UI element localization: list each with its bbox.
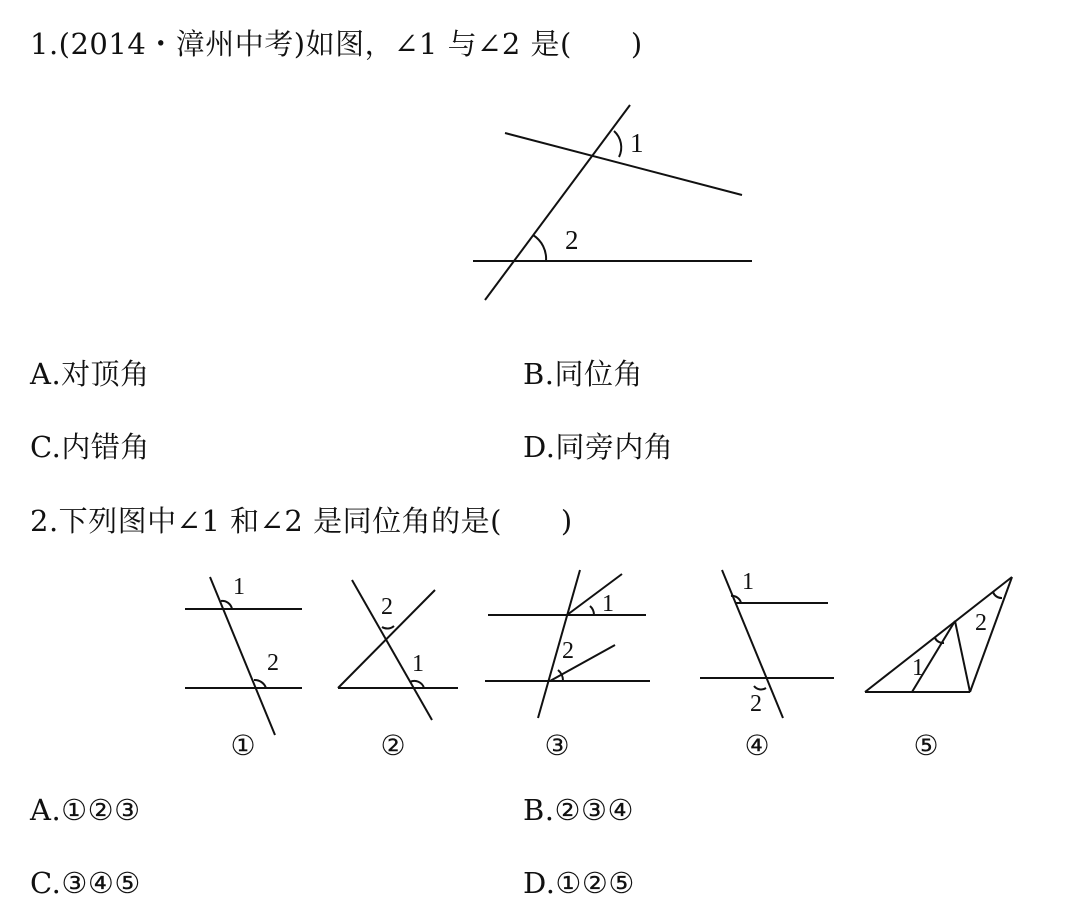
q2-fig4-number: ④ (744, 731, 770, 762)
q2-fig5-label1: 1 (912, 655, 924, 681)
q2-fig3-label2: 2 (562, 638, 574, 664)
q2-option-c: C.③④⑤ (30, 866, 141, 900)
q1-stem: 1.(2014・漳州中考)如图，∠1 与∠2 是( ) (30, 27, 643, 61)
q2-option-d: D.①②⑤ (523, 866, 635, 900)
q1-option-d: D.同旁内角 (523, 430, 674, 464)
q2-fig2-label1: 1 (412, 651, 424, 677)
q2-figure-2 (338, 580, 458, 720)
q2-fig5-label2: 2 (975, 610, 987, 636)
q2-fig1-label1: 1 (233, 574, 245, 600)
q1-angle1-label: 1 (630, 128, 644, 158)
q2-fig1-label2: 2 (267, 650, 279, 676)
q2-fig2-number: ② (380, 731, 406, 762)
q2-fig5-number: ⑤ (913, 731, 939, 762)
q1-option-a: A.对顶角 (30, 357, 150, 391)
q2-fig2-label2: 2 (381, 594, 393, 620)
q1-option-b: B.同位角 (523, 357, 644, 391)
q1-angle2-label: 2 (565, 225, 579, 255)
q2-stem: 2.下列图中∠1 和∠2 是同位角的是( ) (30, 504, 573, 538)
q1-option-c: C.内错角 (30, 430, 150, 464)
q2-figure-5 (865, 577, 1012, 692)
q2-option-b: B.②③④ (523, 793, 635, 827)
q2-fig3-label1: 1 (602, 591, 614, 617)
q2-fig1-number: ① (230, 731, 256, 762)
q2-figure-1 (185, 577, 302, 735)
q2-fig4-label1: 1 (742, 569, 754, 595)
q2-figure-4 (700, 570, 834, 718)
q2-option-a: A.①②③ (30, 793, 141, 827)
q2-fig3-number: ③ (544, 731, 570, 762)
q2-fig4-label2: 2 (750, 691, 762, 717)
